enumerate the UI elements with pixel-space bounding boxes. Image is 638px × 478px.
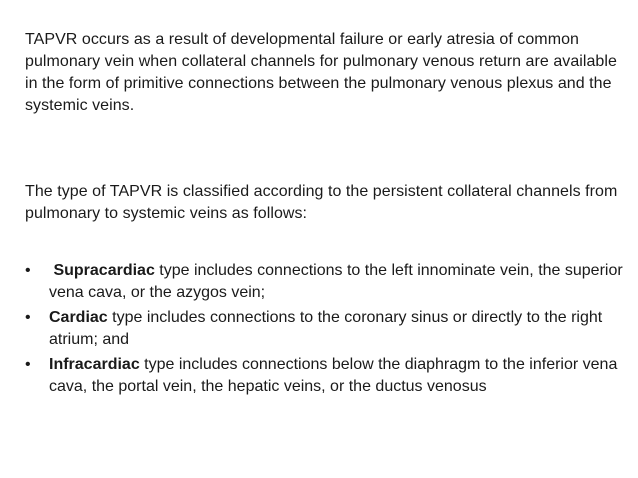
type-term-infracardiac: Infracardiac xyxy=(49,356,140,373)
list-item-supracardiac xyxy=(25,260,625,304)
bullet-icon: • xyxy=(25,356,31,373)
type-description-infracardiac: type includes connections below the diaphragm to the inferior vena cava, the portal vein, the hepatic veins, or the ductus venosus xyxy=(49,356,618,395)
type-term-supracardiac: Supracardiac xyxy=(53,262,155,279)
intro-paragraph: TAPVR occurs as a result of developmental failure or early atresia of common pulmonary vein when collateral channels for pulmonary venous return are available in the form of primitive connections between the pulmonary venous plexus and the systemic veins. xyxy=(25,31,617,114)
bullet-icon: • xyxy=(25,262,31,279)
bullet-icon: • xyxy=(25,309,31,326)
list-item-infracardiac xyxy=(25,354,625,398)
type-term-cardiac: Cardiac xyxy=(49,309,108,326)
list-item-cardiac xyxy=(25,307,625,351)
type-description-cardiac: type includes connections to the coronary sinus or directly to the right atrium; and xyxy=(49,309,603,348)
classification-paragraph: The type of TAPVR is classified according to the persistent collateral channels from pulmonary to systemic veins as follows: xyxy=(25,183,618,222)
type-description-supracardiac: type includes connections to the left innominate vein, the superior vena cava, or the azygos vein; xyxy=(49,262,623,301)
tapvr-type-list xyxy=(25,260,625,398)
